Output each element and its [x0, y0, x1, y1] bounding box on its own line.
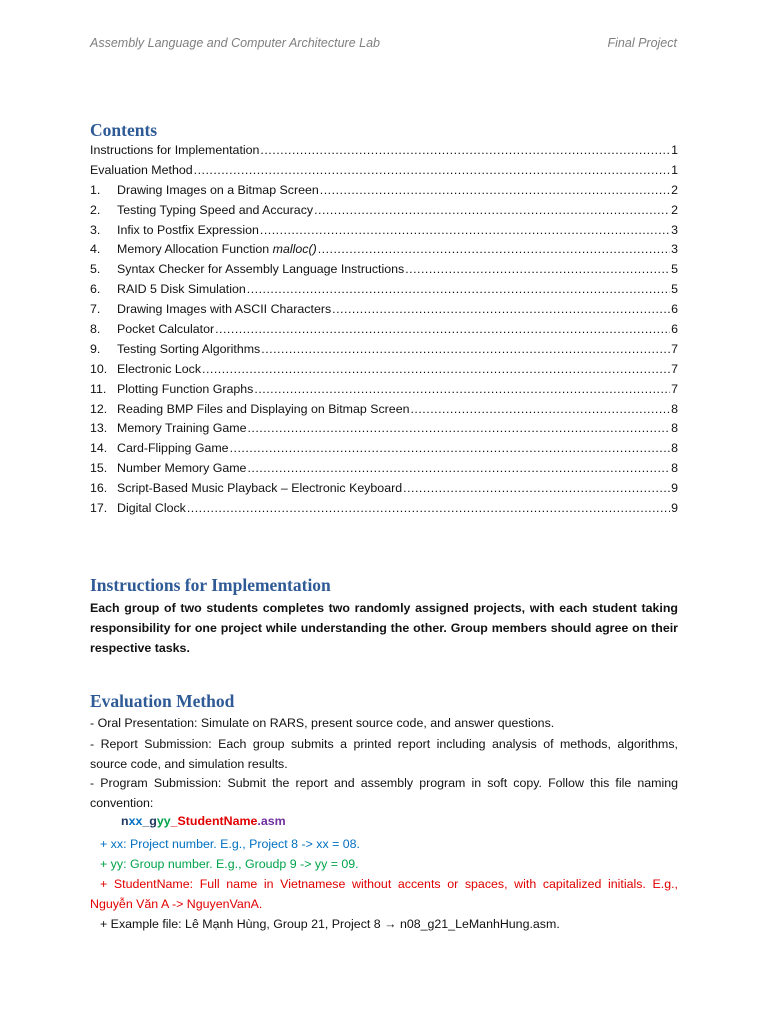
toc-entry-title-text: Evaluation Method	[90, 162, 193, 177]
instructions-heading: Instructions for Implementation	[90, 575, 331, 595]
toc-entry-number: 17.	[90, 501, 108, 516]
toc-entry-title	[117, 342, 260, 356]
toc-entry-number: 7.	[90, 302, 101, 317]
example-file-note: + Example file: Lê Mạnh Hùng, Group 21, Project 8 → n08_g21_LeManhHung.asm.	[100, 917, 560, 931]
toc-dot-leader	[247, 421, 670, 435]
toc-entry[interactable]	[90, 421, 678, 441]
toc-entry-title	[117, 461, 246, 475]
contents-heading: Contents	[90, 120, 158, 140]
project-number-note: + xx: Project number. E.g., Project 8 -> xx = 08.	[100, 837, 360, 851]
toc-entry[interactable]	[90, 362, 678, 382]
toc-entry-title-text: Testing Sorting Algorithms	[117, 341, 261, 356]
toc-page-number: 7	[671, 361, 678, 376]
filename-student-name: _StudentName	[170, 814, 258, 828]
filename-group-number: yy	[156, 814, 171, 828]
toc-entry-number: 12.	[90, 401, 108, 416]
toc-entry[interactable]	[90, 223, 678, 243]
toc-entry-number: 4.	[90, 242, 101, 257]
toc-entry-title	[117, 402, 409, 416]
toc-page-number: 7	[671, 381, 678, 396]
toc-entry-number: 15.	[90, 461, 108, 476]
toc-entry[interactable]	[90, 183, 678, 203]
toc-dot-leader	[405, 262, 670, 276]
toc-page-number: 9	[671, 481, 678, 496]
toc-entry[interactable]	[90, 441, 678, 461]
toc-entry[interactable]	[90, 382, 678, 402]
toc-entry[interactable]	[90, 163, 678, 183]
toc-entry-number: 3.	[90, 222, 101, 237]
toc-page-number: 7	[671, 341, 678, 356]
toc-entry-title	[117, 481, 402, 495]
toc-entry[interactable]	[90, 342, 678, 362]
toc-dot-leader	[320, 183, 670, 197]
toc-page-number: 1	[671, 143, 678, 157]
toc-dot-leader	[410, 402, 670, 416]
toc-entry[interactable]	[90, 262, 678, 282]
header-course-title: Assembly Language and Computer Architecture Lab	[90, 36, 380, 50]
toc-dot-leader	[215, 322, 670, 336]
toc-entry-title	[117, 441, 229, 455]
toc-entry-title-text: Instructions for Implementation	[90, 143, 260, 157]
toc-entry-title-text: Infix to Postfix Expression	[117, 222, 259, 237]
toc-dot-leader	[332, 302, 670, 316]
toc-entry[interactable]	[90, 501, 678, 521]
toc-entry-title-text: Reading BMP Files and Displaying on Bitmap Screen	[117, 401, 410, 416]
toc-entry-title-text: Syntax Checker for Assembly Language Instructions	[117, 262, 405, 277]
report-submission-item: - Report Submission: Each group submits a printed report including analysis of methods, algorithms, source code, and simulation results.	[90, 737, 678, 771]
toc-entry-title-text: Electronic Lock	[117, 361, 202, 376]
toc-entry-number: 11.	[90, 381, 107, 396]
toc-page-number: 2	[671, 202, 678, 217]
toc-dot-leader	[202, 362, 670, 376]
file-naming-pattern	[121, 814, 286, 828]
toc-entry-number: 10.	[90, 361, 108, 376]
toc-entry-title	[117, 183, 319, 197]
toc-entry-number: 1.	[90, 182, 101, 197]
toc-entry-title	[90, 163, 193, 177]
toc-entry-number: 6.	[90, 282, 101, 297]
filename-group-separator: _g	[142, 814, 157, 828]
group-number-note: + yy: Group number. E.g., Groudp 9 -> yy = 09.	[100, 857, 359, 871]
oral-presentation-item: - Oral Presentation: Simulate on RARS, present source code, and answer questions.	[90, 716, 555, 730]
toc-entry[interactable]	[90, 302, 678, 322]
toc-entry-title-text: RAID 5 Disk Simulation	[117, 282, 246, 297]
toc-entry-title	[117, 382, 253, 396]
toc-page-number: 2	[671, 182, 678, 197]
toc-page-number: 3	[671, 222, 678, 237]
toc-dot-leader	[314, 203, 670, 217]
filename-extension: .asm	[257, 814, 286, 828]
toc-dot-leader	[230, 441, 671, 455]
toc-dot-leader	[260, 223, 670, 237]
toc-entry-number: 9.	[90, 341, 101, 356]
table-of-contents	[90, 143, 678, 521]
filename-prefix: n	[121, 814, 129, 828]
toc-entry-title-text: Pocket Calculator	[117, 322, 215, 337]
toc-entry-number: 13.	[90, 421, 108, 436]
toc-dot-leader	[187, 501, 670, 515]
toc-page-number: 8	[671, 461, 678, 476]
filename-project-number: xx	[128, 814, 143, 828]
toc-entry-title	[117, 421, 246, 435]
toc-page-number: 8	[671, 401, 678, 416]
toc-page-number: 5	[671, 262, 678, 277]
toc-entry-title-text: Number Memory Game	[117, 461, 247, 476]
toc-entry-title	[117, 322, 214, 336]
toc-entry-number: 14.	[90, 441, 108, 456]
toc-entry-title-text: Drawing Images with ASCII Characters	[117, 302, 332, 317]
toc-entry-number: 16.	[90, 481, 108, 496]
toc-entry-title-text: Memory Allocation Function	[117, 242, 273, 257]
toc-entry-title-text: Digital Clock	[117, 501, 186, 516]
toc-page-number: 3	[671, 242, 678, 257]
toc-page-number: 8	[671, 441, 678, 456]
toc-entry[interactable]	[90, 143, 678, 163]
toc-entry-title	[117, 501, 186, 515]
toc-entry[interactable]	[90, 242, 678, 262]
toc-entry-title	[117, 203, 313, 217]
toc-entry-title-text: Plotting Function Graphs	[117, 381, 254, 396]
program-submission-item: - Program Submission: Submit the report and assembly program in soft copy. Follow this file naming convention:	[90, 776, 678, 810]
toc-entry-title	[117, 362, 201, 376]
toc-page-number: 6	[671, 302, 678, 317]
toc-entry-title-text: Script-Based Music Playback – Electronic Keyboard	[117, 481, 403, 496]
toc-entry-number: 8.	[90, 322, 101, 337]
toc-dot-leader	[254, 382, 670, 396]
toc-dot-leader	[261, 342, 670, 356]
toc-entry[interactable]	[90, 481, 678, 501]
toc-page-number: 8	[671, 421, 678, 436]
evaluation-heading: Evaluation Method	[90, 691, 235, 711]
toc-entry-title-text: Memory Training Game	[117, 421, 247, 436]
toc-entry[interactable]	[90, 282, 678, 302]
toc-dot-leader	[194, 163, 670, 177]
toc-entry-title	[117, 223, 259, 237]
toc-page-number: 1	[671, 162, 678, 177]
toc-entry-title-text: Testing Typing Speed and Accuracy	[117, 202, 314, 217]
header-document-type: Final Project	[607, 36, 677, 50]
toc-entry-title-italic: malloc()	[272, 242, 317, 257]
toc-entry-title	[117, 242, 317, 256]
instructions-body: Each group of two students completes two randomly assigned projects, with each student taking responsibility for one project while understanding the other. Group members should agree on their respective tasks.	[90, 601, 678, 655]
toc-entry-title-text: Drawing Images on a Bitmap Screen	[117, 182, 319, 197]
toc-entry[interactable]	[90, 203, 678, 223]
toc-entry[interactable]	[90, 402, 678, 422]
toc-page-number: 5	[671, 282, 678, 297]
student-name-note: + StudentName: Full name in Vietnamese without accents or spaces, with capitalized initials. E.g., Nguyễn Văn A -> NguyenVanA.	[90, 877, 678, 911]
toc-dot-leader	[318, 242, 670, 256]
toc-entry-number: 2.	[90, 202, 101, 217]
toc-entry-number: 5.	[90, 262, 101, 277]
toc-dot-leader	[247, 282, 670, 296]
toc-dot-leader	[260, 143, 670, 157]
toc-dot-leader	[403, 481, 670, 495]
toc-page-number: 6	[671, 322, 678, 337]
toc-dot-leader	[247, 461, 670, 475]
toc-entry-title	[90, 143, 259, 157]
toc-entry[interactable]	[90, 461, 678, 481]
toc-entry-title-text: Card-Flipping Game	[117, 441, 229, 456]
toc-page-number: 9	[671, 501, 678, 516]
toc-entry-title	[117, 302, 331, 316]
toc-entry-title	[117, 282, 246, 296]
toc-entry-title	[117, 262, 404, 276]
page-header	[90, 36, 677, 50]
toc-entry[interactable]	[90, 322, 678, 342]
